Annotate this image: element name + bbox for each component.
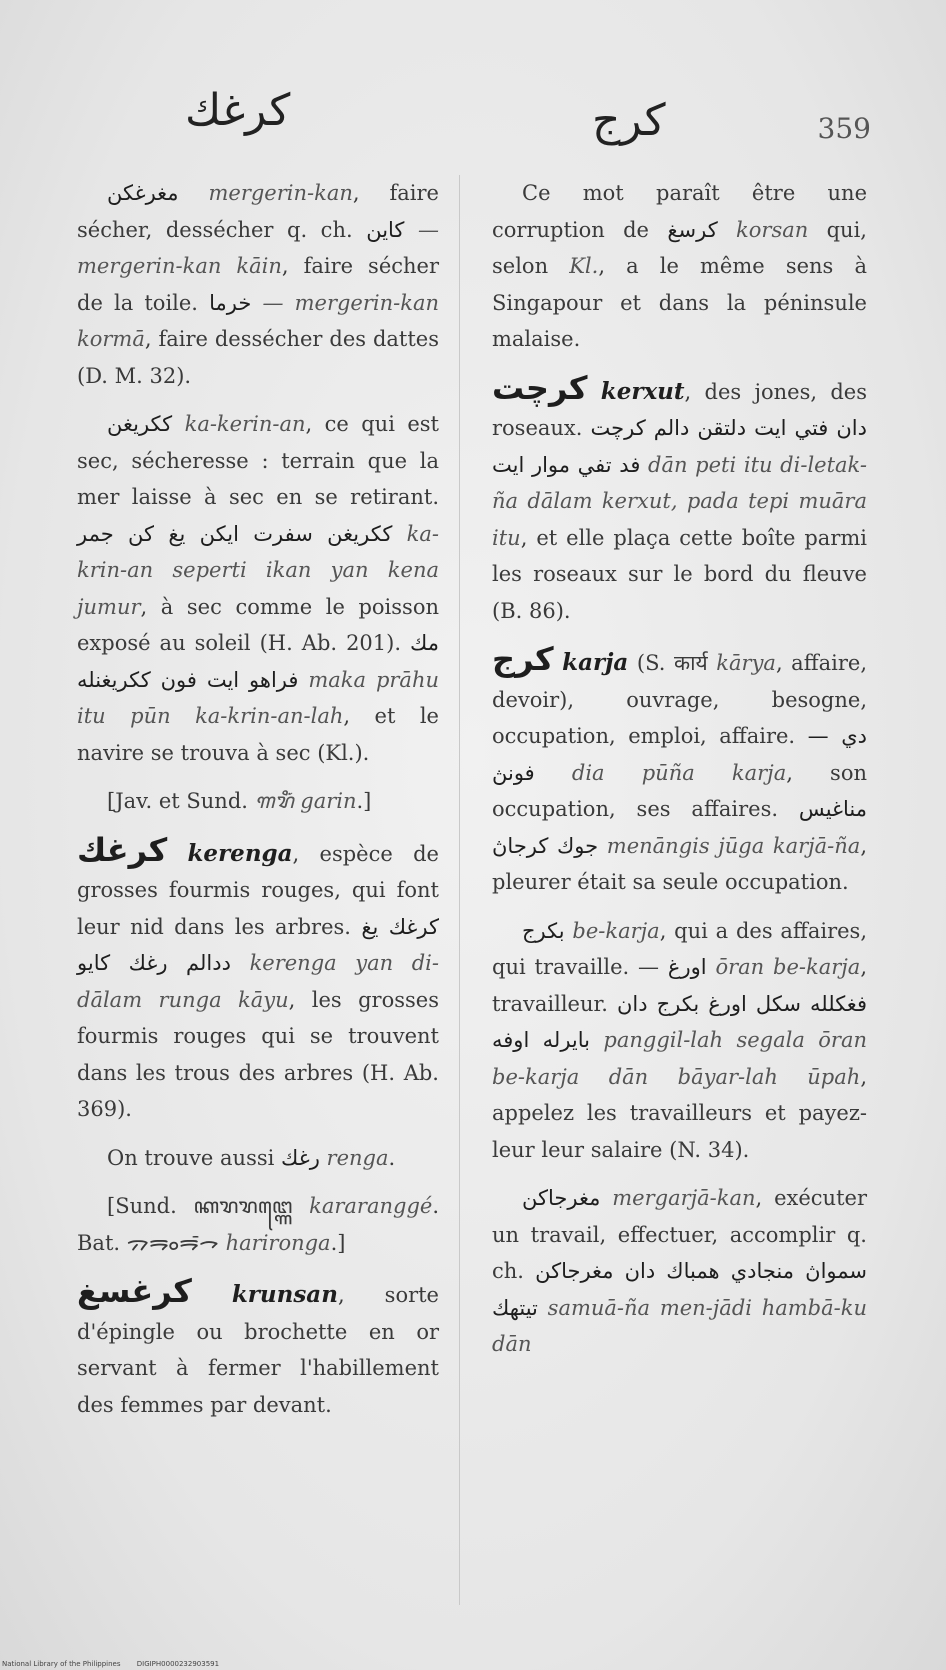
arabic-term: اورغ [667,955,707,979]
definition: , pleurer était sa seule occupation. [492,833,868,894]
left-column [77,175,439,1435]
arabic-term: ككريغن سفرت ايكن يغ كن جمر [77,521,393,546]
entry-mergerin-kan [77,175,439,394]
definition: , exécuter un travail, effectuer, accomplir q. ch. [492,1186,867,1283]
batak-script: ᯄᯒᯪᯒᯰᯎ [126,1230,219,1255]
headword-arabic: كرغسغ [77,1272,192,1310]
source-abbrev: Kl. [569,254,599,278]
transliteration: — mergerin-kan kāin [77,217,439,278]
transliteration: dān peti itu di-letak-ña dālam kerxut, pada tepi muāra itu [492,452,867,550]
note-text: .] [356,789,372,813]
arabic-term: مك فراهو ايت فون ككريغنله [77,631,439,692]
transliteration: renga [326,1145,389,1170]
arabic-term: خرما [209,290,252,315]
transliteration: kerenga yan di-dālam runga kāyu [77,951,439,1012]
entry-ka-kerin-an [77,406,439,771]
note-text: . Bat. [77,1194,439,1255]
arabic-term: كرغك يغ ددالم رغك كايو [77,914,439,975]
variant-note [77,1140,439,1177]
transliteration: dia pūña karja [571,760,787,785]
transliteration: mergerin-kan [208,181,353,205]
headword-arabic: كرج [492,640,554,678]
arabic-term: كرسغ [667,217,718,242]
arabic-term: بكرج [522,918,565,943]
note-text: [Sund. [107,1194,177,1218]
transliteration: garin [300,789,357,813]
transliteration: kararanggé [309,1194,433,1218]
definition: , et elle plaça cette boîte parmi les roseaux sur le bord du fleuve (B. 86). [492,525,867,623]
transliteration: ka-krin-an seperti ikan yan kena jumur [77,521,439,619]
transliteration: mergarjā-kan [612,1186,756,1210]
javanese-script: ꦒꦫꦶꦁ [254,789,294,813]
arabic-term: دي — فونڽ [492,724,867,785]
definition: , ce qui est sec, sécheresse : terrain que la mer laisse à sec en se retirant. [77,412,439,509]
transliteration: korsan [736,217,809,242]
definition: , son occupation, ses affaires. [492,760,867,821]
scan-code: DIGIPH0000232903591 [136,1660,220,1668]
arabic-term: مغرجاكن [522,1186,601,1210]
definition: , travailleur. [492,955,868,1016]
header-right-word: كرج [592,95,666,146]
headword: kerenga [187,839,293,867]
transliteration: kārya [716,651,776,675]
arabic-term: فغكلله سكل اورغ بكرج دان بايرله اوفه [492,991,867,1052]
transliteration: menāngis jūga karjā-ña [606,833,861,858]
transliteration: — mergerin-kan kormā [77,290,440,351]
headword: kerxut [600,377,685,405]
headword: karja [562,649,629,676]
note-text: . [388,1145,396,1170]
note-text: qui, selon [492,217,867,278]
etymology-note [77,1188,439,1261]
note-text: On trouve aussi [107,1145,275,1170]
transliteration: be-karja [572,918,660,943]
entry-krunsan [77,1273,439,1423]
arabic-term: رغك [281,1145,320,1170]
definition: , espèce de grosses fourmis rouges, qui font leur nid dans les arbres. [77,841,439,939]
entry-mergarja-kan [492,1180,867,1363]
continuation-note [492,175,867,358]
definition: , faire sécher de la toile. [77,254,439,315]
note-text: [Jav. et Sund. [107,789,248,813]
arabic-term: دان فتي ايت دلتقن دالم كرچت فد تفي موار ايت [492,416,867,477]
transliteration: ka-kerin-an [184,412,306,436]
entry-kerxut [492,370,867,630]
transliteration: samuā-ña men-jādi hambā-ku dān [492,1295,867,1356]
scan-footer [2,1660,233,1668]
note-text: , a le même sens à Singapour et dans la péninsule malaise. [492,254,867,351]
note-text: .] [330,1230,346,1255]
headword-arabic: كرغك [77,830,168,869]
etymology-note [77,783,439,820]
entry-be-karja [492,913,867,1169]
definition: , sorte d'épingle ou brochette en or servant à fermer l'habillement des femmes par devant. [77,1283,439,1417]
entry-karja [492,641,867,901]
definition: , à sec comme le poisson exposé au soleil (H. Ab. 201). [77,594,439,655]
headword-arabic: كرچت [492,368,588,407]
devanagari-term: कार्य [673,651,708,675]
arabic-term: ككريغن [107,412,173,436]
definition: , les grosses fourmis rouges qui se trouvent dans les trous des arbres (H. Ab. 369). [77,987,439,1121]
arabic-term: كاين [366,217,405,242]
definition: (S. [636,651,666,675]
transliteration: panggil-lah segala ōran be-karja dān bāyar-lah ūpah [492,1028,867,1089]
transliteration: ōran be-karja [715,955,861,979]
definition: , faire sécher, dessécher q. ch. [77,181,439,242]
headword: krunsan [231,1281,338,1308]
column-divider [459,175,460,1605]
header-left-word: كرغك [185,85,291,136]
definition: , et le navire se trouva à sec (Kl.). [77,704,439,765]
entry-kerenga [77,832,439,1128]
page-number: 359 [817,112,871,145]
sundanese-script: ꦏꦫꦫꦔ꧀ꦒꦺ [193,1194,293,1218]
transliteration: maka prāhu itu pūn ka-krin-an-lah [77,667,439,728]
definition: , faire dessécher des dattes (D. M. 32). [77,327,439,388]
definition: , appelez les travailleurs et payez-leur leur salaire (N. 34). [492,1064,867,1162]
definition: , affaire, devoir), ouvrage, besogne, occupation, emploi, affaire. [492,651,867,748]
definition: , qui a des affaires, qui travaille. — [492,918,867,979]
note-text: Ce mot paraît être une corruption de [492,181,867,242]
arabic-term: مناغيس جوك كرجاڽ [492,797,867,858]
arabic-term: سمواڽ منجادي همباك دان مغرجاكن تيتهك [492,1259,867,1320]
arabic-term: مغرغكن [107,181,179,205]
right-column [492,175,867,1375]
library-credit: National Library of the Philippines [2,1660,121,1668]
transliteration: harironga [225,1230,331,1255]
definition: , des jones, des roseaux. [492,379,867,440]
